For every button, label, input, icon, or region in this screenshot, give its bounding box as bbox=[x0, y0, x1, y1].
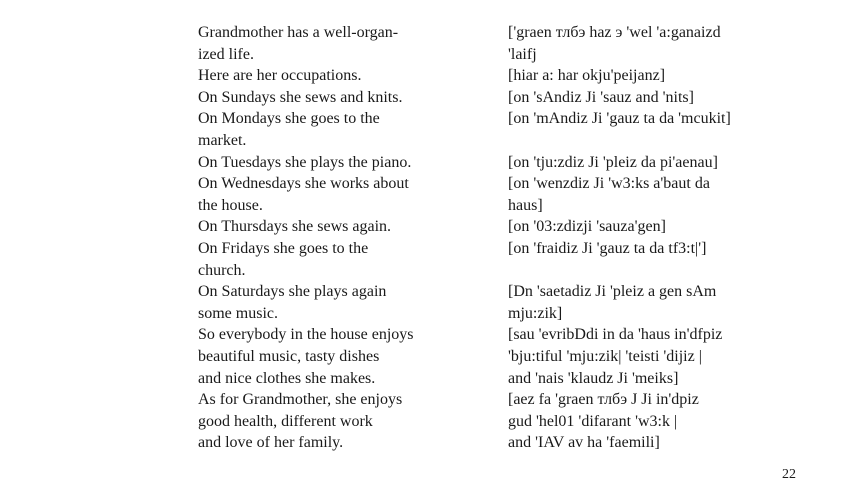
text-line: haus] bbox=[508, 196, 543, 214]
text-line: Here are her occupations. bbox=[198, 67, 362, 85]
text-line: [on 'tju:zdiz Ji 'pleiz da pi'aenau] bbox=[508, 153, 718, 171]
transcription-sentence bbox=[508, 281, 828, 324]
text-line: [on 'sAndiz Ji 'sauz and 'nits] bbox=[508, 88, 694, 106]
text-line: [on 'mAndiz Ji 'gauz ta da 'mcukit] bbox=[508, 110, 731, 128]
text-line: On Tuesdays she plays the piano. bbox=[198, 153, 412, 171]
english-sentence bbox=[198, 324, 498, 389]
text-line: market. bbox=[198, 131, 247, 149]
text-line: On Sundays she sews and knits. bbox=[198, 88, 403, 106]
text-line: On Mondays she goes to the bbox=[198, 110, 380, 128]
english-sentence bbox=[198, 65, 498, 87]
text-line: and 'IAV av ha 'faemili] bbox=[508, 434, 660, 452]
text-line: On Fridays she goes to the bbox=[198, 239, 369, 257]
english-sentence bbox=[198, 87, 498, 109]
english-sentence bbox=[198, 152, 498, 174]
english-sentence bbox=[198, 238, 498, 281]
english-sentence bbox=[198, 389, 498, 454]
page-number: 22 bbox=[782, 467, 796, 482]
english-sentence bbox=[198, 22, 498, 65]
english-text-column bbox=[198, 22, 498, 454]
text-line: 'laifj bbox=[508, 45, 537, 63]
text-line: and love of her family. bbox=[198, 434, 344, 452]
text-line: 'bju:tiful 'mju:zik| 'teisti 'dijiz | bbox=[508, 347, 702, 365]
transcription-sentence bbox=[508, 108, 828, 130]
text-line: [on 'fraidiz Ji 'gauz ta da tf3:t|'] bbox=[508, 239, 707, 257]
text-line: ['graen тлбэ haz э 'wel 'a:ganaizd bbox=[508, 24, 721, 41]
text-line: As for Grandmother, she enjoys bbox=[198, 391, 403, 409]
text-line: good health, different work bbox=[198, 412, 373, 430]
transcription-sentence bbox=[508, 216, 828, 238]
text-line: On Saturdays she plays again bbox=[198, 283, 387, 301]
transcription-sentence bbox=[508, 324, 828, 389]
english-sentence bbox=[198, 108, 498, 151]
english-sentence bbox=[198, 173, 498, 216]
transcription-sentence bbox=[508, 173, 828, 216]
transcription-column bbox=[508, 22, 828, 454]
text-line: Grandmother has a well-organ- bbox=[198, 24, 399, 41]
text-line: On Thursdays she sews again. bbox=[198, 218, 392, 236]
text-line: and nice clothes she makes. bbox=[198, 369, 376, 387]
text-line: [on '03:zdizji 'sauza'gen] bbox=[508, 218, 666, 236]
text-line: ized life. bbox=[198, 45, 254, 63]
text-line: and 'nais 'klaudz Ji 'meiks] bbox=[508, 369, 679, 387]
transcription-sentence bbox=[508, 22, 828, 65]
transcription-sentence bbox=[508, 389, 828, 454]
english-sentence bbox=[198, 216, 498, 238]
text-line: [hiar a: har okju'peijanz] bbox=[508, 67, 666, 85]
text-line: some music. bbox=[198, 304, 278, 322]
text-line: [on 'wenzdiz Ji 'w3:ks a'baut da bbox=[508, 175, 710, 193]
text-line: beautiful music, tasty dishes bbox=[198, 347, 380, 365]
text-line: the house. bbox=[198, 196, 263, 214]
text-line: [sau 'evribDdi in da 'haus in'dfpiz bbox=[508, 326, 723, 344]
text-line: So everybody in the house enjoys bbox=[198, 326, 414, 344]
transcription-sentence bbox=[508, 87, 828, 109]
text-line: [Dn 'saetadiz Ji 'pleiz a gen sAm bbox=[508, 283, 717, 301]
text-line: [aez fa 'graen тлбэ J Ji in'dpiz bbox=[508, 391, 699, 409]
text-line: gud 'hel01 'difarant 'w3:k | bbox=[508, 412, 678, 430]
text-line: mju:zik] bbox=[508, 304, 563, 322]
transcription-sentence bbox=[508, 152, 828, 174]
transcription-sentence bbox=[508, 65, 828, 87]
transcription-sentence bbox=[508, 238, 828, 260]
english-sentence bbox=[198, 281, 498, 324]
text-line: On Wednesdays she works about bbox=[198, 175, 409, 193]
text-line: church. bbox=[198, 261, 246, 279]
